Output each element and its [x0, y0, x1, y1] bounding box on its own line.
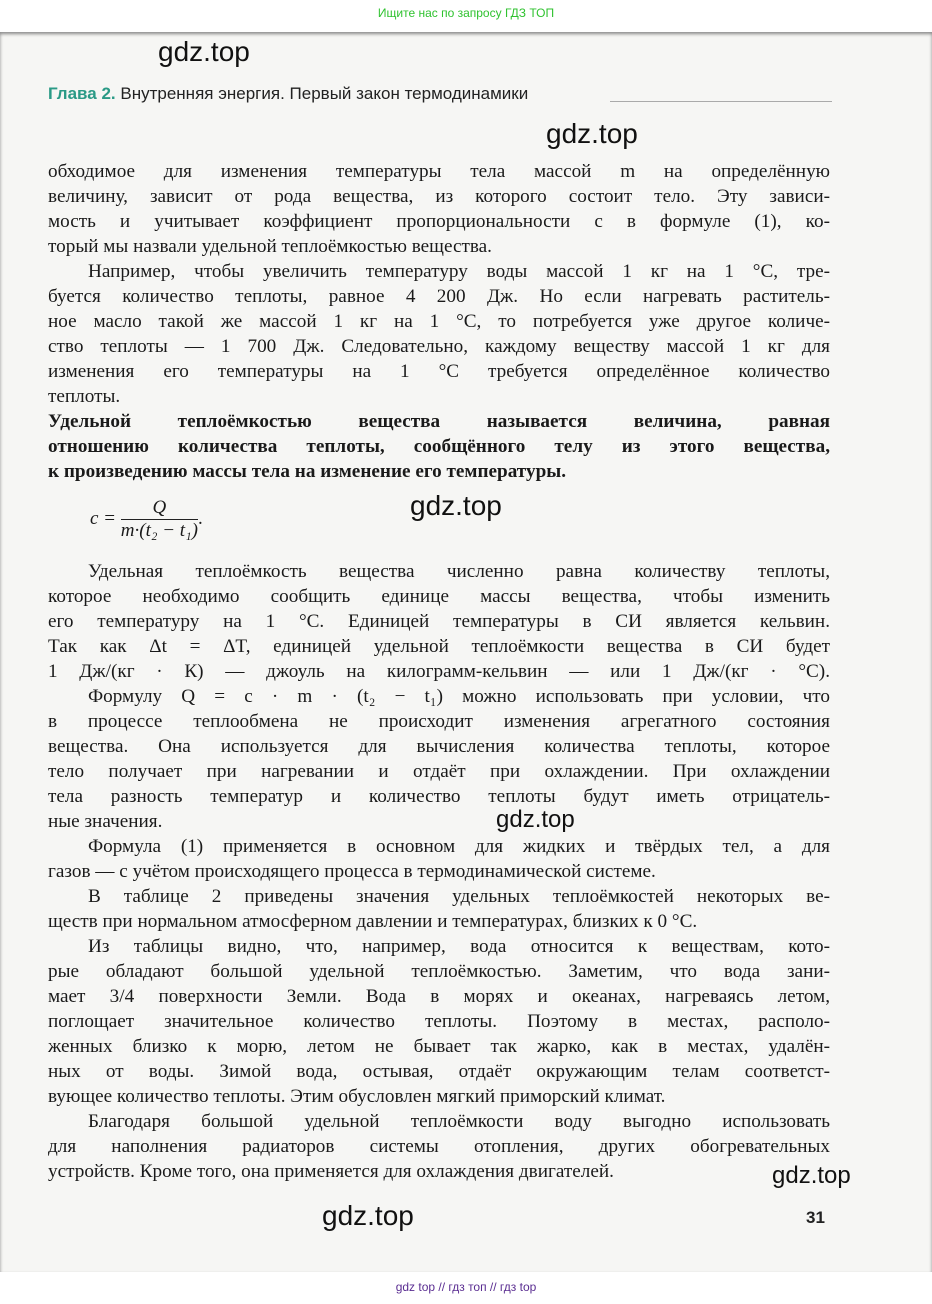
- chapter-title: Внутренняя энергия. Первый закон термодинамики: [120, 84, 529, 103]
- text-line: ные значения.: [48, 811, 163, 832]
- text-line: Формулу Q = c · m · (t₂ − t₁) можно использовать при условии, что: [88, 686, 830, 707]
- page-number: 31: [806, 1208, 825, 1227]
- text-line: рые обладают большой удельной теплоёмкостью. Заметим, что вода зани-: [48, 961, 830, 982]
- text-line: обходимое для изменения температуры тела массой m на определённую: [48, 161, 830, 182]
- text-line: тело получает при нагревании и отдаёт при охлаждении. При охлаждении: [48, 761, 830, 782]
- watermark: gdz.top: [496, 806, 575, 833]
- text-line: Так как Δt = ΔT, единицей удельной теплоёмкости вещества в СИ будет: [48, 636, 830, 657]
- text-line: буется количество теплоты, равное 4 200 Дж. Но если нагревать раститель-: [48, 286, 830, 307]
- text-line: Формула (1) применяется в основном для жидких и твёрдых тел, а для: [88, 836, 830, 857]
- chapter-header: [48, 84, 528, 104]
- watermark: gdz.top: [158, 36, 250, 67]
- text-line: ство теплоты — 1 700 Дж. Следовательно, каждому веществу массой 1 кг для: [48, 336, 830, 357]
- text-line: для наполнения радиаторов системы отопления, других обогревательных: [48, 1136, 830, 1157]
- text-line: Благодаря большой удельной теплоёмкости воду выгодно использовать: [88, 1111, 830, 1132]
- text-line: теплоты.: [48, 386, 121, 407]
- search-banner: Ищите нас по запросу ГДЗ ТОП: [377, 6, 555, 20]
- text-line: величину, зависит от рода вещества, из которого состоит тело. Эту зависи-: [48, 186, 830, 207]
- watermark: gdz.top: [772, 1162, 851, 1189]
- watermark: gdz.top: [410, 490, 502, 521]
- text-line: отношению количества теплоты, сообщённого телу из этого вещества,: [48, 436, 830, 457]
- text-line: изменения его температуры на 1 °С требуется определённое количество: [48, 361, 830, 382]
- header-rule: [610, 101, 832, 102]
- text-line: тела разность температур и количество теплоты будут иметь отрицатель-: [48, 786, 830, 807]
- text-line: Например, чтобы увеличить температуру воды массой 1 кг на 1 °С, тре-: [88, 261, 830, 282]
- formula-fraction: [121, 497, 198, 542]
- footer-links: gdz top // гдз топ // гдз top: [395, 1280, 537, 1294]
- text-line: мает 3/4 поверхности Земли. Вода в морях и океанах, нагреваясь летом,: [48, 986, 830, 1007]
- text-line: его температуру на 1 °С. Единицей температуры в СИ является кельвин.: [48, 611, 830, 632]
- formula-denominator: m·(t₂ − t₁): [120, 520, 198, 541]
- text-line: которое необходимо сообщить единице массы вещества, чтобы изменить: [48, 586, 830, 607]
- formula-numerator: Q: [121, 497, 198, 520]
- text-line: 1 Дж/(кг · К) — джоуль на килограмм-кельвин — или 1 Дж/(кг · °С).: [48, 661, 830, 682]
- chapter-number: Глава 2.: [48, 84, 116, 103]
- formula-end: .: [197, 507, 203, 529]
- text-line: к произведению массы тела на изменение его температуры.: [48, 461, 567, 482]
- text-line: Удельная теплоёмкость вещества численно равна количеству теплоты,: [88, 561, 830, 582]
- text-line: устройств. Кроме того, она применяется для охлаждения двигателей.: [48, 1161, 614, 1182]
- text-line: ное масло такой же массой 1 кг на 1 °С, то потребуется уже другое количе-: [48, 311, 830, 332]
- text-line: В таблице 2 приведены значения удельных теплоёмкостей некоторых ве-: [88, 886, 830, 907]
- text-line: в процессе теплообмена не происходит изменения агрегатного состояния: [48, 711, 830, 732]
- text-line: женных близко к морю, летом не бывает так жарко, как в местах, удалён-: [48, 1036, 830, 1057]
- text-line: поглощает значительное количество теплоты. Поэтому в местах, располо-: [48, 1011, 830, 1032]
- watermark: gdz.top: [322, 1200, 414, 1231]
- text-line: газов — с учётом происходящего процесса в термодинамической системе.: [48, 861, 656, 882]
- watermark: gdz.top: [546, 118, 638, 149]
- text-line: мость и учитывает коэффициент пропорциональности c в формуле (1), ко-: [48, 211, 830, 232]
- text-line: ных от воды. Зимой вода, остывая, отдаёт окружающим телам соответст-: [48, 1061, 830, 1082]
- text-line: ществ при нормальном атмосферном давлении и температурах, близких к 0 °С.: [48, 911, 698, 932]
- text-line: Удельной теплоёмкостью вещества называется величина, равная: [48, 411, 830, 432]
- formula-lhs: c =: [90, 507, 117, 529]
- text-line: вующее количество теплоты. Этим обусловлен мягкий приморский климат.: [48, 1086, 666, 1107]
- text-line: Из таблицы видно, что, например, вода относится к веществам, кото-: [88, 936, 830, 957]
- specific-heat-formula: [90, 497, 203, 542]
- text-line: вещества. Она используется для вычисления количества теплоты, которое: [48, 736, 830, 757]
- text-line: торый мы назвали удельной теплоёмкостью вещества.: [48, 236, 492, 257]
